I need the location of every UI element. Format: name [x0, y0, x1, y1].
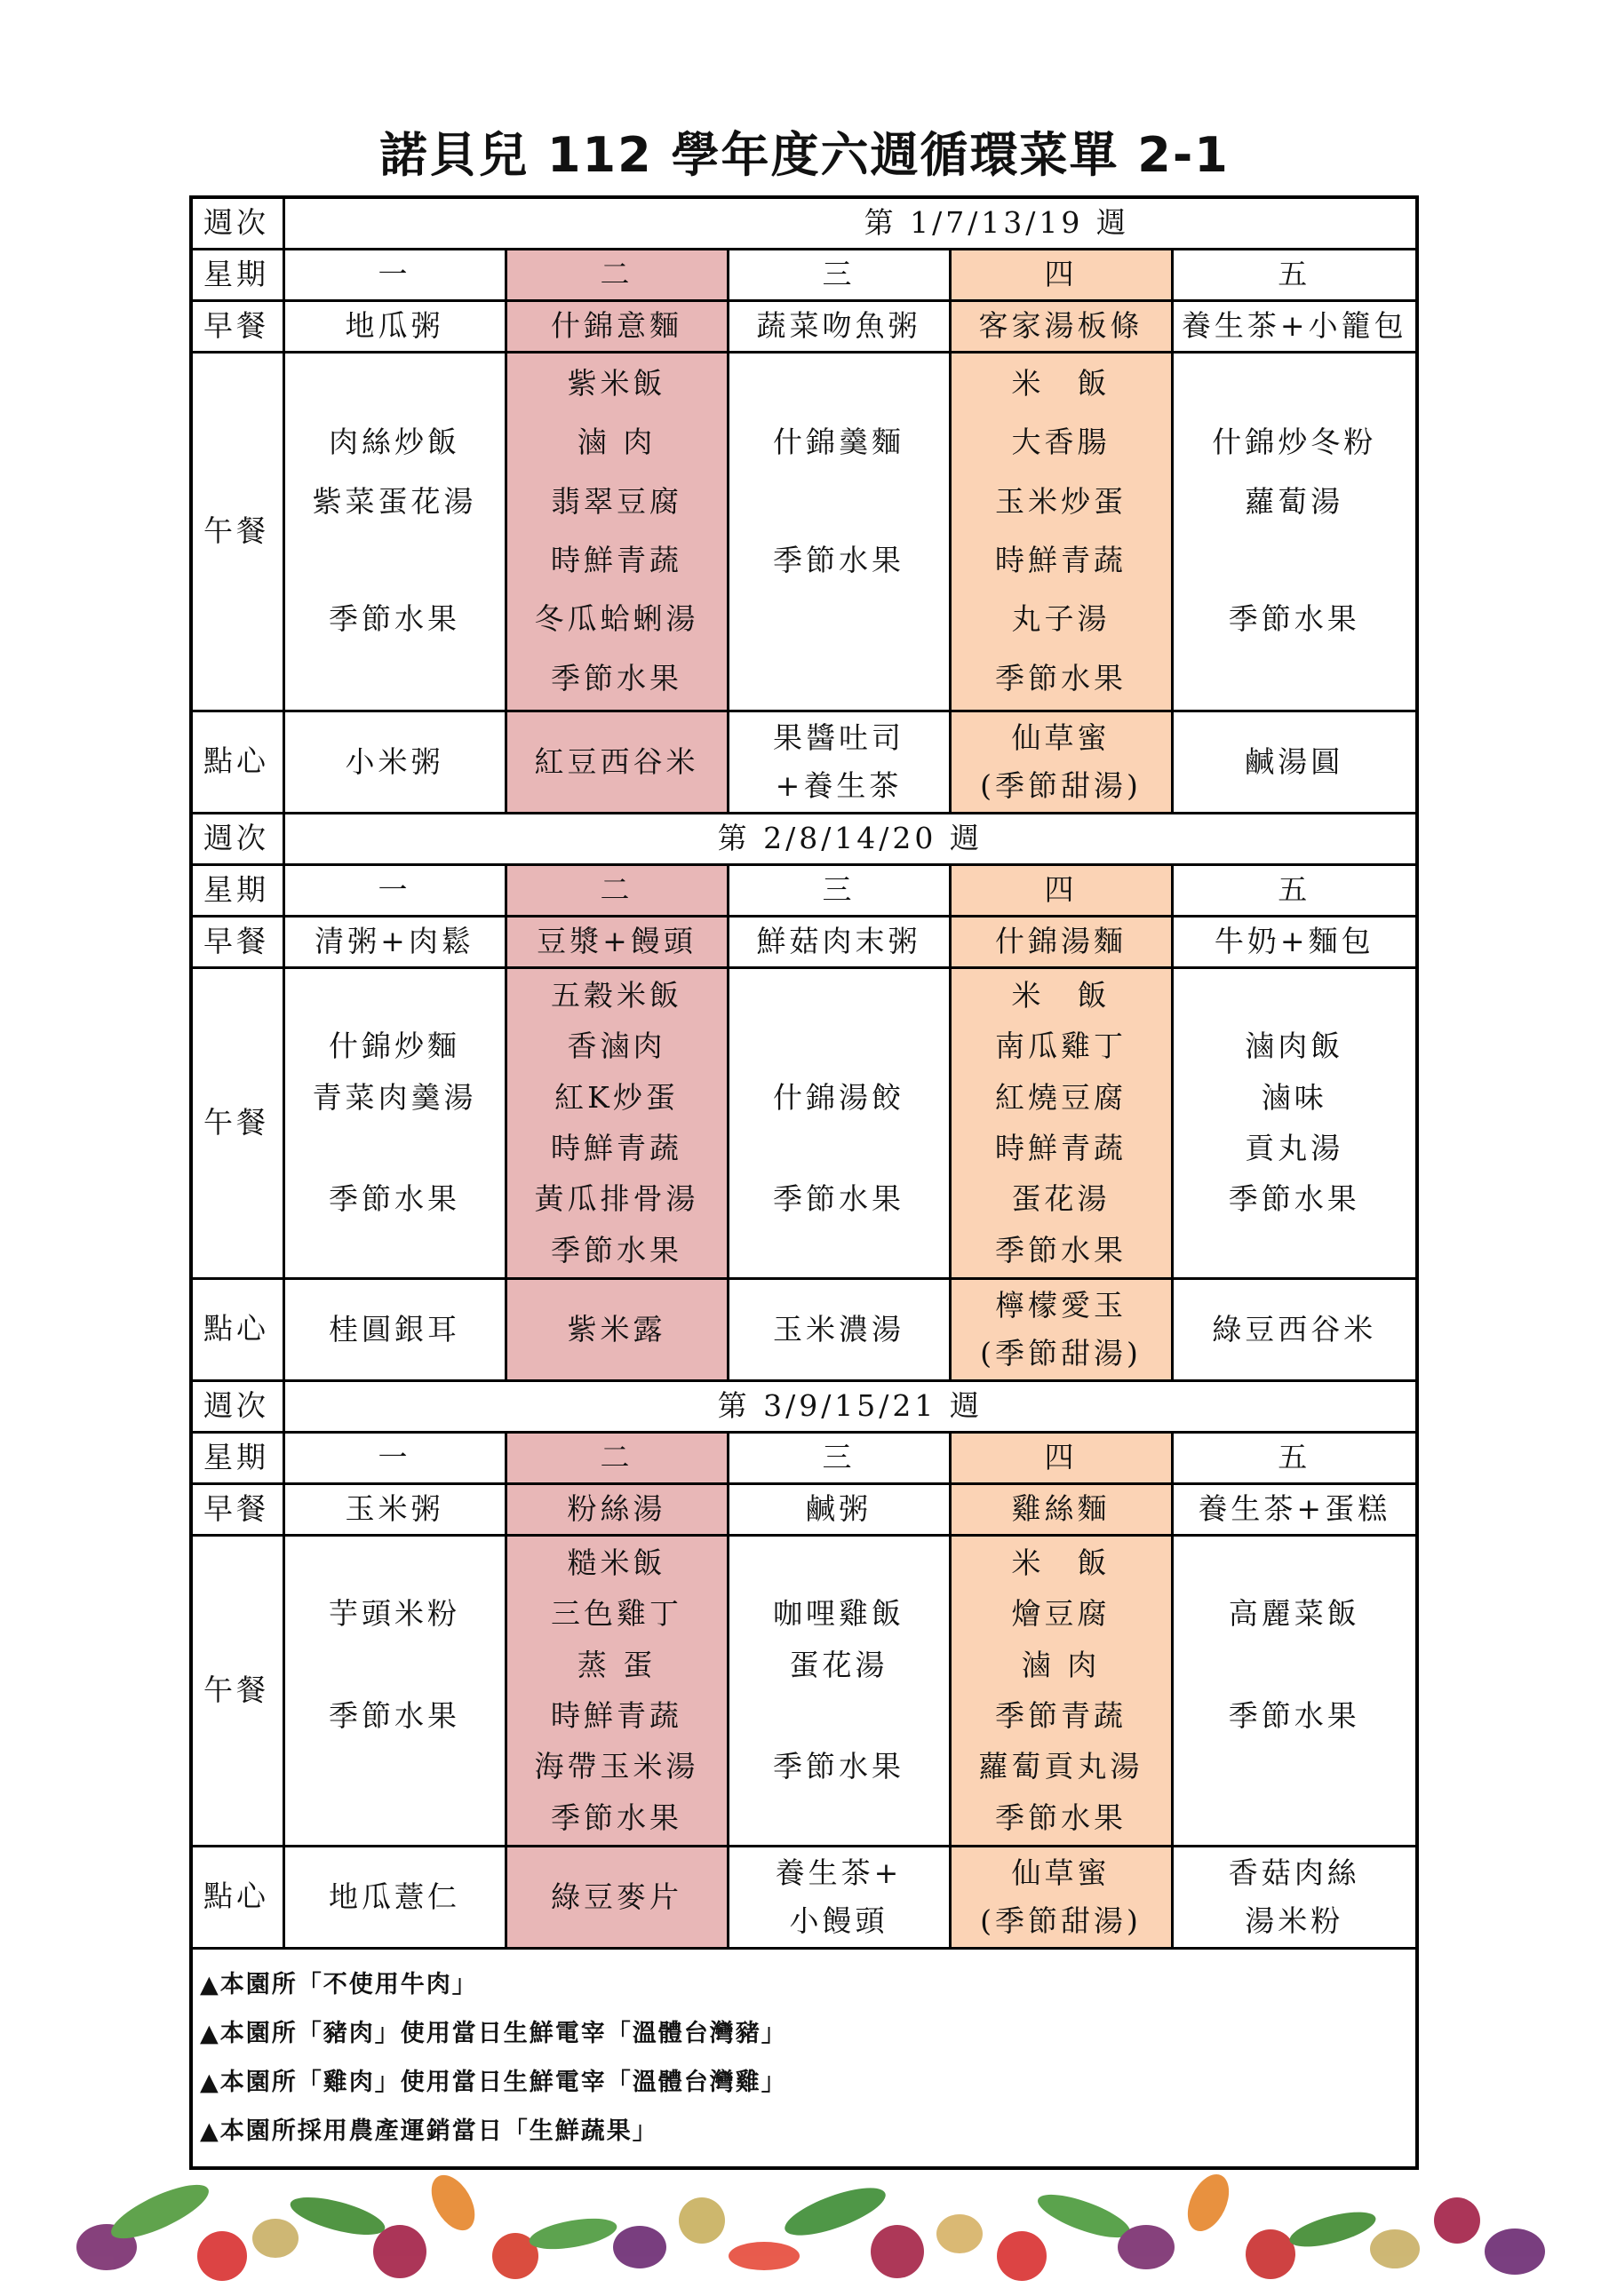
snack-row	[191, 711, 1417, 813]
week-number-cell: 第 2/8/14/20 週	[283, 813, 1417, 864]
dish-item: 芋頭米粉	[329, 1596, 460, 1632]
dish-item: 玉米炒蛋	[995, 483, 1127, 519]
snack-item: 果醬吐司	[773, 719, 904, 755]
snack-item: 小米粥	[345, 743, 444, 779]
dish-item: 季節水果	[1228, 601, 1360, 637]
weekday-cell: 四	[950, 864, 1172, 916]
weekday-row	[191, 864, 1417, 916]
lunch-cell	[950, 967, 1172, 1278]
dish-item: 什錦炒麵	[329, 1029, 460, 1064]
weekday-cell: 五	[1172, 249, 1417, 300]
dish-item	[729, 590, 949, 648]
dish-item: 蛋花湯	[789, 1647, 888, 1682]
dish-item: 滷 肉	[577, 425, 657, 460]
breakfast-label-cell: 早餐	[191, 300, 283, 352]
dish-item: 三色雞丁	[551, 1596, 682, 1632]
snack-item: 湯米粉	[1245, 1903, 1344, 1938]
weekday-label-cell: 星期	[191, 249, 283, 300]
lunch-cell	[283, 352, 506, 711]
dish-item: 季節水果	[329, 1181, 460, 1217]
week-number-cell: 第 3/9/15/21 週	[283, 1380, 1417, 1432]
snack-label-cell: 點心	[191, 1278, 283, 1380]
week-label-cell: 週次	[191, 197, 283, 249]
dish-item: 高麗菜飯	[1228, 1596, 1360, 1632]
lunch-cell	[728, 1535, 950, 1846]
dish-item: 米 飯	[1011, 1545, 1111, 1581]
weekday-row	[191, 1432, 1417, 1483]
week-label-cell: 週次	[191, 1380, 283, 1432]
page-title: 諾貝兒 112 學年度六週循環菜單 2-1	[379, 127, 1230, 183]
dish-item: 海帶玉米湯	[534, 1749, 699, 1784]
breakfast-cell: 鹹粥	[728, 1483, 950, 1535]
note-2: ▲本園所「豬肉」使用當日生鮮電宰「溫體台灣豬」	[200, 2019, 787, 2047]
snack-item: 鹹湯圓	[1245, 743, 1344, 779]
snack-item: 仙草蜜	[1011, 719, 1111, 755]
dish-item: 紫菜蛋花湯	[312, 483, 477, 519]
weekday-cell: 四	[950, 249, 1172, 300]
lunch-cell	[283, 1535, 506, 1846]
breakfast-label-cell: 早餐	[191, 1483, 283, 1535]
weekday-row	[191, 249, 1417, 300]
dish-item: 蘿蔔貢丸湯	[978, 1749, 1143, 1784]
snack-item: 紫米露	[567, 1311, 666, 1347]
snack-cell	[283, 1278, 506, 1380]
dish-item: 時鮮青蔬	[551, 1131, 682, 1165]
dish-item	[285, 1537, 505, 1588]
weekday-cell: 三	[728, 1432, 950, 1483]
dish-item: 紅燒豆腐	[995, 1079, 1127, 1115]
dish-item	[285, 1225, 505, 1275]
dish-item: 季節水果	[773, 1181, 904, 1217]
breakfast-row	[191, 1483, 1417, 1535]
dish-item: 季節水果	[329, 1698, 460, 1733]
menu-table	[189, 195, 1419, 2170]
dish-item	[729, 473, 949, 531]
breakfast-cell: 雞絲麵	[950, 1483, 1172, 1535]
breakfast-cell: 豆漿+饅頭	[506, 916, 728, 967]
dish-item	[1174, 1640, 1416, 1690]
snack-cell	[728, 1278, 950, 1380]
notes-row	[191, 1948, 1417, 2168]
weekday-cell: 五	[1172, 1432, 1417, 1483]
snack-cell	[950, 1278, 1172, 1380]
dish-item: 季節水果	[995, 1232, 1127, 1267]
dish-item: 季節水果	[551, 1232, 682, 1267]
lunch-cell	[1172, 1535, 1417, 1846]
dish-item: 蒸 蛋	[577, 1647, 657, 1682]
lunch-row	[191, 352, 1417, 711]
dish-item	[285, 354, 505, 413]
week-row	[191, 197, 1417, 249]
lunch-row	[191, 967, 1417, 1278]
dish-item: 糙米飯	[567, 1545, 666, 1581]
notes-cell	[191, 1948, 1417, 2168]
snack-item: 香菇肉絲	[1228, 1855, 1360, 1890]
dish-item: 五穀米飯	[551, 978, 682, 1013]
breakfast-cell: 地瓜粥	[283, 300, 506, 352]
dish-item: 時鮮青蔬	[551, 1698, 682, 1733]
snack-cell	[1172, 1846, 1417, 1948]
lunch-label-cell: 午餐	[191, 1535, 283, 1846]
breakfast-cell: 粉絲湯	[506, 1483, 728, 1535]
dish-item	[729, 1690, 949, 1741]
weekday-label-cell: 星期	[191, 1432, 283, 1483]
snack-item: 紅豆西谷米	[534, 743, 699, 779]
snack-item: 綠豆麥片	[551, 1879, 682, 1914]
dish-item: 大香腸	[1011, 425, 1111, 460]
dish-item	[729, 1123, 949, 1173]
dish-item: 燴豆腐	[1011, 1596, 1111, 1632]
snack-row	[191, 1846, 1417, 1948]
snack-cell	[1172, 1278, 1417, 1380]
dish-item: 季節水果	[551, 1799, 682, 1835]
breakfast-cell: 養生茶+蛋糕	[1172, 1483, 1417, 1535]
snack-item: 桂圓銀耳	[329, 1311, 460, 1347]
dish-item: 南瓜雞丁	[995, 1029, 1127, 1064]
lunch-cell	[1172, 352, 1417, 711]
week-label-cell: 週次	[191, 813, 283, 864]
lunch-row	[191, 1535, 1417, 1846]
dish-item: 青菜肉羹湯	[312, 1079, 477, 1115]
dish-item: 季節水果	[773, 1749, 904, 1784]
lunch-label-cell: 午餐	[191, 967, 283, 1278]
snack-cell	[950, 711, 1172, 813]
lunch-cell	[950, 1535, 1172, 1846]
vegetables-border-icon	[53, 2149, 1564, 2292]
note-1: ▲本園所「不使用牛肉」	[200, 1970, 478, 1998]
lunch-cell	[283, 967, 506, 1278]
dish-item	[1174, 1792, 1416, 1843]
lunch-cell	[506, 1535, 728, 1846]
dish-item	[285, 1741, 505, 1792]
dish-item: 蛋花湯	[1011, 1181, 1111, 1217]
dish-item: 季節水果	[1228, 1698, 1360, 1733]
week-row	[191, 1380, 1417, 1432]
dish-item	[285, 531, 505, 590]
snack-item: 養生茶+	[775, 1855, 903, 1890]
dish-item: 蘿蔔湯	[1245, 483, 1344, 519]
dish-item	[729, 649, 949, 708]
dish-item: 季節水果	[995, 660, 1127, 695]
dish-item: 什錦炒冬粉	[1212, 425, 1377, 460]
dish-item: 季節水果	[551, 660, 682, 695]
note-3: ▲本園所「雞肉」使用當日生鮮電宰「溫體台灣雞」	[200, 2068, 787, 2096]
dish-item: 什錦羹麵	[773, 425, 904, 460]
snack-item: 地瓜薏仁	[329, 1879, 460, 1914]
weekday-cell: 五	[1172, 864, 1417, 916]
dish-item	[729, 970, 949, 1021]
weekday-cell: 二	[506, 249, 728, 300]
dish-item: 季節水果	[995, 1799, 1127, 1835]
dish-item: 米 飯	[1011, 366, 1111, 401]
snack-cell	[506, 1846, 728, 1948]
breakfast-row	[191, 300, 1417, 352]
breakfast-cell: 什錦意麵	[506, 300, 728, 352]
weekday-cell: 一	[283, 249, 506, 300]
snack-cell	[506, 711, 728, 813]
snack-cell	[283, 1846, 506, 1948]
dish-item: 什錦湯餃	[773, 1079, 904, 1115]
snack-cell	[950, 1846, 1172, 1948]
weekday-cell: 四	[950, 1432, 1172, 1483]
snack-item: +養生茶	[775, 767, 903, 803]
breakfast-row	[191, 916, 1417, 967]
dish-item	[1174, 531, 1416, 590]
dish-item	[1174, 354, 1416, 413]
dish-item	[1174, 970, 1416, 1021]
dish-item	[729, 354, 949, 413]
dish-item	[285, 1792, 505, 1843]
dish-item: 季節青蔬	[995, 1698, 1127, 1733]
snack-cell	[728, 1846, 950, 1948]
lunch-cell	[506, 967, 728, 1278]
lunch-cell	[950, 352, 1172, 711]
dish-item: 季節水果	[329, 601, 460, 637]
dish-item	[1174, 1537, 1416, 1588]
breakfast-cell: 牛奶+麵包	[1172, 916, 1417, 967]
weekday-cell: 三	[728, 864, 950, 916]
dish-item: 丸子湯	[1011, 601, 1111, 637]
snack-cell	[283, 711, 506, 813]
snack-item: 綠豆西谷米	[1212, 1311, 1377, 1347]
dish-item	[729, 1537, 949, 1588]
snack-cell	[1172, 711, 1417, 813]
dish-item: 時鮮青蔬	[995, 543, 1127, 577]
breakfast-cell: 鮮菇肉末粥	[728, 916, 950, 967]
snack-label-cell: 點心	[191, 711, 283, 813]
breakfast-cell: 養生茶+小籠包	[1172, 300, 1417, 352]
dish-item: 季節水果	[773, 543, 904, 577]
dish-item: 米 飯	[1011, 978, 1111, 1013]
dish-item	[285, 1640, 505, 1690]
dish-item: 紫米飯	[567, 366, 666, 401]
dish-item: 冬瓜蛤蜊湯	[534, 601, 699, 637]
breakfast-cell: 玉米粥	[283, 1483, 506, 1535]
lunch-cell	[506, 352, 728, 711]
dish-item: 貢丸湯	[1245, 1131, 1344, 1165]
dish-item: 滷肉飯	[1245, 1029, 1344, 1064]
weekday-cell: 三	[728, 249, 950, 300]
dish-item: 季節水果	[1228, 1181, 1360, 1217]
weekday-cell: 二	[506, 864, 728, 916]
snack-row	[191, 1278, 1417, 1380]
snack-item: (季節甜湯)	[980, 1903, 1142, 1938]
snack-cell	[506, 1278, 728, 1380]
dish-item: 香滷肉	[567, 1029, 666, 1064]
dish-item	[285, 649, 505, 708]
snack-item: (季節甜湯)	[980, 767, 1142, 803]
snack-item: 仙草蜜	[1011, 1855, 1111, 1890]
dish-item: 滷味	[1261, 1079, 1327, 1115]
lunch-cell	[728, 352, 950, 711]
dish-item: 黃瓜排骨湯	[534, 1181, 699, 1217]
weekday-cell: 二	[506, 1432, 728, 1483]
dish-item	[729, 1792, 949, 1843]
snack-label-cell: 點心	[191, 1846, 283, 1948]
dish-item: 翡翠豆腐	[551, 483, 682, 519]
snack-item: 小饅頭	[789, 1903, 888, 1938]
weekday-cell: 一	[283, 1432, 506, 1483]
dish-item: 時鮮青蔬	[995, 1131, 1127, 1165]
snack-cell	[728, 711, 950, 813]
week-row	[191, 813, 1417, 864]
dish-item: 滷 肉	[1021, 1647, 1101, 1682]
dish-item: 時鮮青蔬	[551, 543, 682, 577]
dish-item: 紅K炒蛋	[554, 1079, 679, 1115]
weekday-cell: 一	[283, 864, 506, 916]
dish-item	[285, 1123, 505, 1173]
dish-item: 咖哩雞飯	[773, 1596, 904, 1632]
lunch-label-cell: 午餐	[191, 352, 283, 711]
snack-item: 玉米濃湯	[773, 1311, 904, 1347]
breakfast-cell: 清粥+肉鬆	[283, 916, 506, 967]
lunch-cell	[1172, 967, 1417, 1278]
lunch-cell	[728, 967, 950, 1278]
snack-item: (季節甜湯)	[980, 1335, 1142, 1370]
breakfast-cell: 什錦湯麵	[950, 916, 1172, 967]
dish-item	[285, 970, 505, 1021]
dish-item	[1174, 649, 1416, 708]
weekday-label-cell: 星期	[191, 864, 283, 916]
snack-item: 檸檬愛玉	[995, 1287, 1127, 1323]
dish-item: 肉絲炒飯	[329, 425, 460, 460]
dish-item	[1174, 1741, 1416, 1792]
week-number-cell: 第 1/7/13/19 週	[283, 197, 1417, 249]
breakfast-cell: 客家湯板條	[950, 300, 1172, 352]
breakfast-label-cell: 早餐	[191, 916, 283, 967]
breakfast-cell: 蔬菜吻魚粥	[728, 300, 950, 352]
dish-item	[729, 1225, 949, 1275]
note-4: ▲本園所採用農產運銷當日「生鮮蔬果」	[200, 2117, 658, 2145]
dish-item	[1174, 1225, 1416, 1275]
dish-item	[729, 1021, 949, 1071]
